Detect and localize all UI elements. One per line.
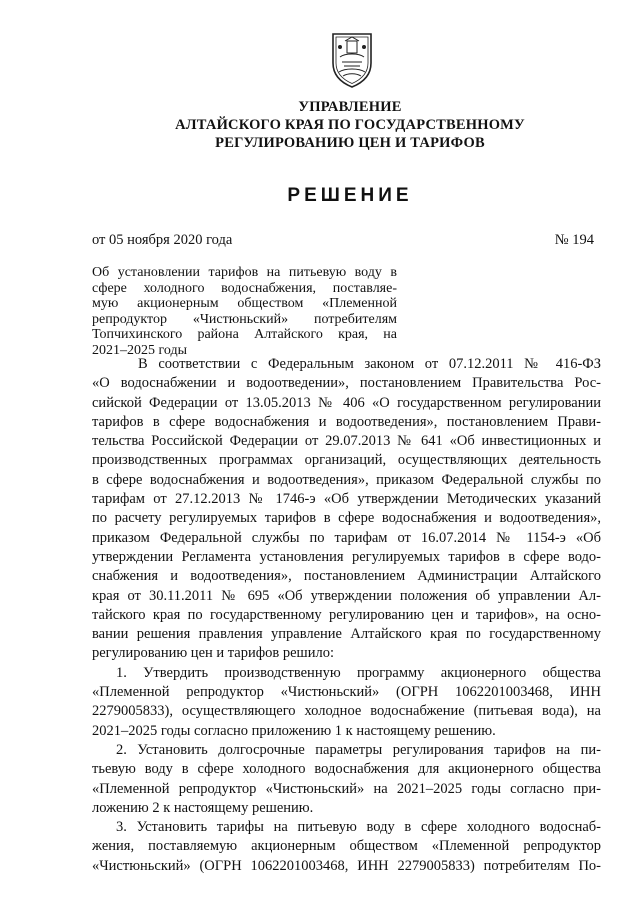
body-line: тельства Российской Федерации от 29.07.2013 № 641 «Об инвестиционных и [92,433,601,450]
body-line: сийской Федерации от 13.05.2013 № 406 «О государственном регулировании [92,394,601,411]
document-body [92,355,601,876]
body-line: тарифам от 27.12.2013 № 1746-э «Об утверждении Методических указаний [92,491,601,508]
body-line: снабжения и водоотведения», постановлением Администрации Алтайского [92,568,601,585]
body-line: утверждении Регламента установления регулируемых тарифов в сфере водо- [92,548,601,565]
header-line-2: АЛТАЙСКОГО КРАЯ ПО ГОСУДАРСТВЕННОМУ [175,117,525,133]
body-line: в сфере водоснабжения и водоотведения», приказом Федеральной службы по [92,471,601,488]
body-line: края от 30.11.2011 № 695 «Об утверждении положения об управлении Ал- [92,587,601,604]
document-number: № 194 [554,232,594,248]
body-line: регулированию цен и тарифов решило: [92,645,334,662]
document-subject [92,265,397,359]
document-date: от 05 ноября 2020 года [92,232,233,248]
body-line: 2. Установить долгосрочные параметры регулирования тарифов на пи- [116,741,601,758]
body-line: «Племенной репродуктор «Чистюньский» на 2021–2025 годы согласно при- [92,780,601,797]
body-line: 3. Установить тарифы на питьевую воду в сфере холодного водоснаб- [116,819,601,836]
body-line: «Чистюньский» (ОГРН 1062201003468, ИНН 2279005833) потребителям По- [92,857,601,874]
body-line: производственных программах организаций, осуществляющих деятельность [92,452,601,469]
subject-line: сфере холодного водоснабжения, поставляе- [92,280,397,296]
body-line: тьевую воду в сфере холодного водоснабжения для акционерного общества [92,761,601,778]
header-line-1: УПРАВЛЕНИЕ [298,99,402,115]
subject-line: 2021–2025 годы [92,342,188,358]
subject-line: репродуктор «Чистюньский» потребителям [92,311,397,327]
coat-of-arms-emblem [329,31,375,89]
header-line-3: РЕГУЛИРОВАНИЮ ЦЕН И ТАРИФОВ [215,135,485,151]
subject-line: Топчихинского района Алтайского края, на [92,327,397,343]
body-line: 2279005833), осуществляющего холодное водоснабжение (питьевая вода), на [92,703,601,720]
body-line: тарифов в сфере водоснабжения и водоотведения», постановлением Прави- [92,413,601,430]
subject-line: мую акционерным обществом «Племенной [92,296,397,312]
body-line: по расчету регулируемых тарифов в сфере водоснабжения и водоотведения», [92,510,601,527]
subject-line: Об установлении тарифов на питьевую воду в [92,265,397,280]
document-title: РЕШЕНИЕ [287,185,413,206]
body-line: 1. Утвердить производственную программу акционерного общества [116,664,601,681]
body-line: приказом Федеральной службы по тарифам от 16.07.2014 № 1154-э «Об [92,529,601,546]
body-line: вании решения правления управление Алтайского края по государственному [92,626,601,643]
body-line: «О водоснабжении и водоотведении», постановлением Правительства Рос- [92,375,601,392]
body-line: ложению 2 к настоящему решению. [92,799,314,816]
body-line: тайского края по государственному регулированию цен и тарифов», на осно- [92,606,601,623]
issuing-authority-header [130,98,570,152]
body-line: В соответствии с Федеральным законом от 07.12.2011 № 416-ФЗ [138,356,601,372]
body-line: 2021–2025 годы согласно приложению 1 к настоящему решению. [92,722,496,739]
body-line: жения, поставляемую акционерным обществом «Племенной репродуктор [92,838,601,855]
body-line: «Племенной репродуктор «Чистюньский» (ОГРН 1062201003468, ИНН [92,684,601,701]
